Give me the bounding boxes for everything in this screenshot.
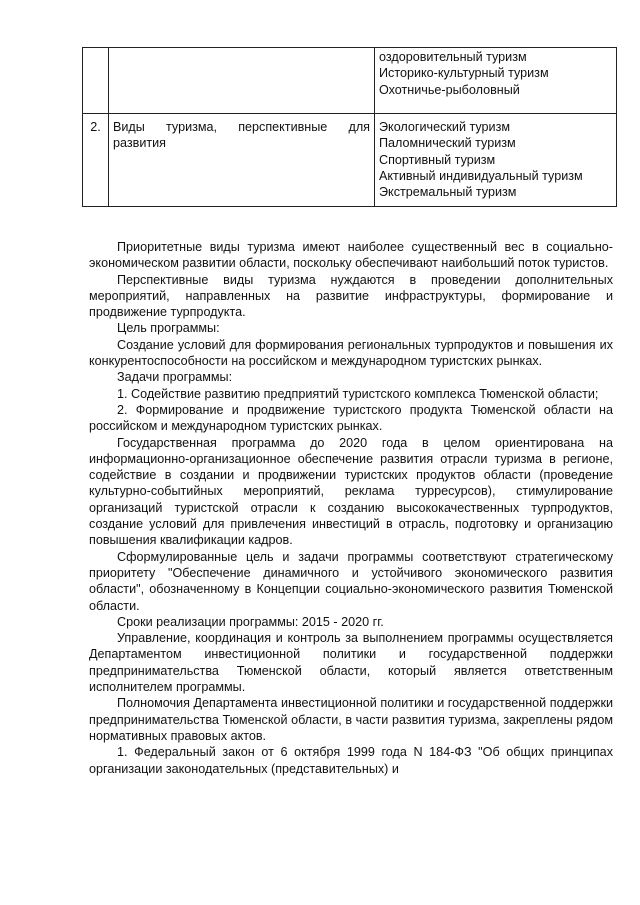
paragraph-program-goal: Создание условий для формирования региональных турпродуктов и повышения их конкурентоспособности на российском и международном туристских рынках.	[89, 337, 613, 369]
row-category: Виды туризма, перспективные для развития	[109, 114, 375, 207]
heading-program-tasks: Задачи программы:	[117, 370, 233, 385]
row-number: 2.	[83, 114, 109, 207]
body-text	[89, 239, 613, 777]
list-item: Историко-культурный туризм	[379, 66, 549, 81]
paragraph-strategic-priority: Сформулированные цель и задачи программы соответствуют стратегическому приоритету "Обеспечение динамичного и устойчивого экономического развития области", обозначенному в Концепции социально-экономического развития Тюменской области.	[89, 549, 613, 613]
paragraph-authority: Полномочия Департамента инвестиционной политики и государственной поддержки предпринимательства Тюменской области, в части развития туризма, закреплены рядом нормативных правовых актов.	[89, 696, 613, 743]
task-item-1: 1. Содействие развитию предприятий туристского комплекса Тюменской области;	[117, 386, 599, 401]
paragraph-management: Управление, координация и контроль за выполнением программы осуществляется Департаментом инвестиционной политики и государственной поддержки предпринимательства Тюменской области, который является ответственным исполнителем программы.	[89, 631, 613, 695]
list-item: Паломнический туризм	[379, 136, 516, 151]
table-row	[83, 48, 617, 114]
paragraph-federal-law: 1. Федеральный закон от 6 октября 1999 года N 184-ФЗ "Об общих принципах организации законодательных (представительных) и	[89, 745, 613, 776]
list-item: Экстремальный туризм	[379, 185, 517, 200]
list-item: оздоровительный туризм	[379, 50, 527, 64]
row-tourism-list	[375, 114, 617, 207]
paragraph-program-terms: Сроки реализации программы: 2015 - 2020 гг.	[117, 614, 384, 629]
row-tourism-list	[375, 48, 617, 114]
list-item: Активный индивидуальный туризм	[379, 168, 583, 183]
table-row	[83, 114, 617, 207]
row-number	[83, 48, 109, 114]
paragraph-program-orientation: Государственная программа до 2020 года в целом ориентирована на информационно-организационное обеспечение развития отрасли туризма в регионе, содействие в создании и продвижении туристских продуктов области (проведение культурно-событийных мероприятий, реклама турресурсов), стимулирование организаций туристской отрасли к созданию высококачественных турпродуктов, создание условий для привлечения инвестиций в отрасль, подготовку и организацию повышения квалификации кадров.	[89, 435, 613, 548]
paragraph-priority-types: Приоритетные виды туризма имеют наиболее существенный вес в социально-экономическом развитии области, поскольку обеспечивают наибольший поток туристов.	[89, 240, 613, 271]
task-item-2: 2. Формирование и продвижение туристского продукта Тюменской области на российском и международном туристских рынках.	[89, 402, 613, 434]
row-category	[109, 48, 375, 114]
heading-program-goal: Цель программы:	[117, 321, 220, 336]
list-item: Экологический туризм	[379, 120, 511, 134]
tourism-types-table	[82, 47, 617, 207]
list-item: Спортивный туризм	[379, 152, 496, 167]
paragraph-perspective-types: Перспективные виды туризма нуждаются в проведении дополнительных мероприятий, направленных на развитие инфраструктуры, формирование и продвижение турпродукта.	[89, 272, 613, 320]
list-item: Охотничье-рыболовный	[379, 82, 520, 97]
